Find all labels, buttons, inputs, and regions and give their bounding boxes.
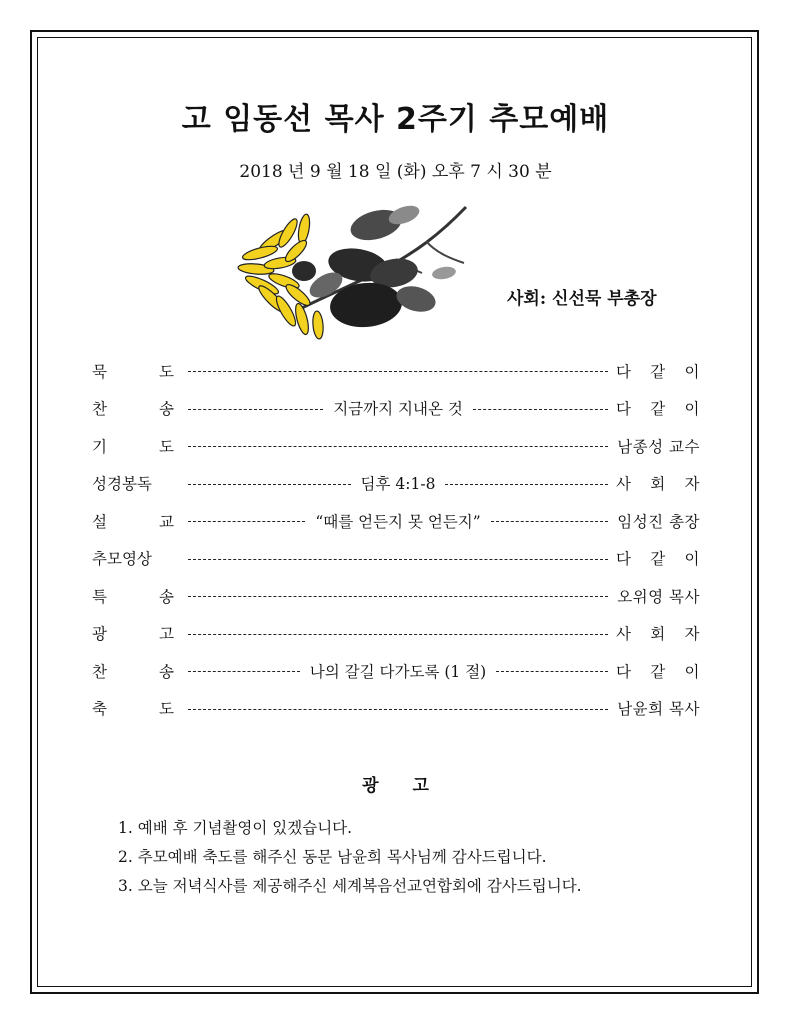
program-item-leader: 다 같 이 [616,550,700,569]
program-item-leader: 다 같 이 [616,400,700,419]
dotted-leader [188,521,305,522]
dotted-leader [188,371,608,372]
program-item-leader: 다 같 이 [616,362,700,381]
program-item-detail: 딤후 4:1-8 [360,475,436,494]
program-item-leader: 오위영 목사 [617,587,700,606]
program-item-label: 축 도 [92,700,174,719]
program-row-scripture [92,465,700,503]
officiant-label: 사회: 신선묵 부총장 [507,289,657,309]
chrysanthemum-painting-icon [226,203,486,343]
program-item-detail: 지금까지 지내온 것 [333,400,463,419]
program-item-label: 성경봉독 [92,475,152,494]
program-item-leader: 다 같 이 [616,662,700,681]
program-item-label: 기 도 [92,437,174,456]
notice-item: 1. 예배 후 기념촬영이 있겠습니다. [118,819,353,837]
program-item-leader: 남윤희 목사 [617,700,700,719]
program-item-label: 광 고 [92,625,174,644]
program-row-announcements [92,615,700,653]
dotted-leader [188,409,323,410]
program-row-hymn-1 [92,390,700,428]
program-item-label: 찬 송 [92,662,174,681]
program-item-leader: 사 회 자 [616,625,700,644]
program-row-hymn-2 [92,652,700,690]
notices-heading: 광 고 [362,776,443,796]
program-item-leader: 사 회 자 [616,475,700,494]
page-title: 고 임동선 목사 2주기 추모예배 [181,102,610,137]
dotted-leader [491,521,608,522]
program-item-label: 찬 송 [92,400,174,419]
notices-list [118,814,582,901]
program-item-label: 추모영상 [92,550,152,569]
dotted-leader [188,596,608,597]
program-row-memorial-video [92,540,700,578]
dotted-leader [188,559,608,560]
dotted-leader [445,484,608,485]
dotted-leader [188,671,300,672]
dotted-leader [188,634,608,635]
program-row-silent-prayer [92,352,700,390]
program-item-detail: 나의 갈길 다가도록 (1 절) [309,662,487,681]
program-row-sermon [92,502,700,540]
notice-item: 2. 추모예배 축도를 해주신 동문 남윤희 목사님께 감사드립니다. [118,848,547,866]
dotted-leader [188,709,608,710]
service-datetime: 2018 년 9 월 18 일 (화) 오후 7 시 30 분 [239,162,552,182]
notice-item: 3. 오늘 저녁식사를 제공해주신 세계복음선교연합회에 감사드립니다. [118,877,582,895]
dotted-leader [473,409,608,410]
program-row-special-song [92,577,700,615]
dotted-leader [496,671,608,672]
program-item-leader: 남종성 교수 [617,437,700,456]
dotted-leader [188,446,608,447]
program-item-label: 특 송 [92,587,174,606]
program-item-detail: “때를 얻든지 못 얻든지” [315,512,481,531]
program-item-leader: 임성진 총장 [617,512,701,531]
program-item-label: 묵 도 [92,362,174,381]
program-item-label: 설 교 [92,512,174,531]
dotted-leader [188,484,351,485]
program-list [92,352,700,727]
program-row-benediction [92,690,700,728]
program-row-prayer [92,427,700,465]
